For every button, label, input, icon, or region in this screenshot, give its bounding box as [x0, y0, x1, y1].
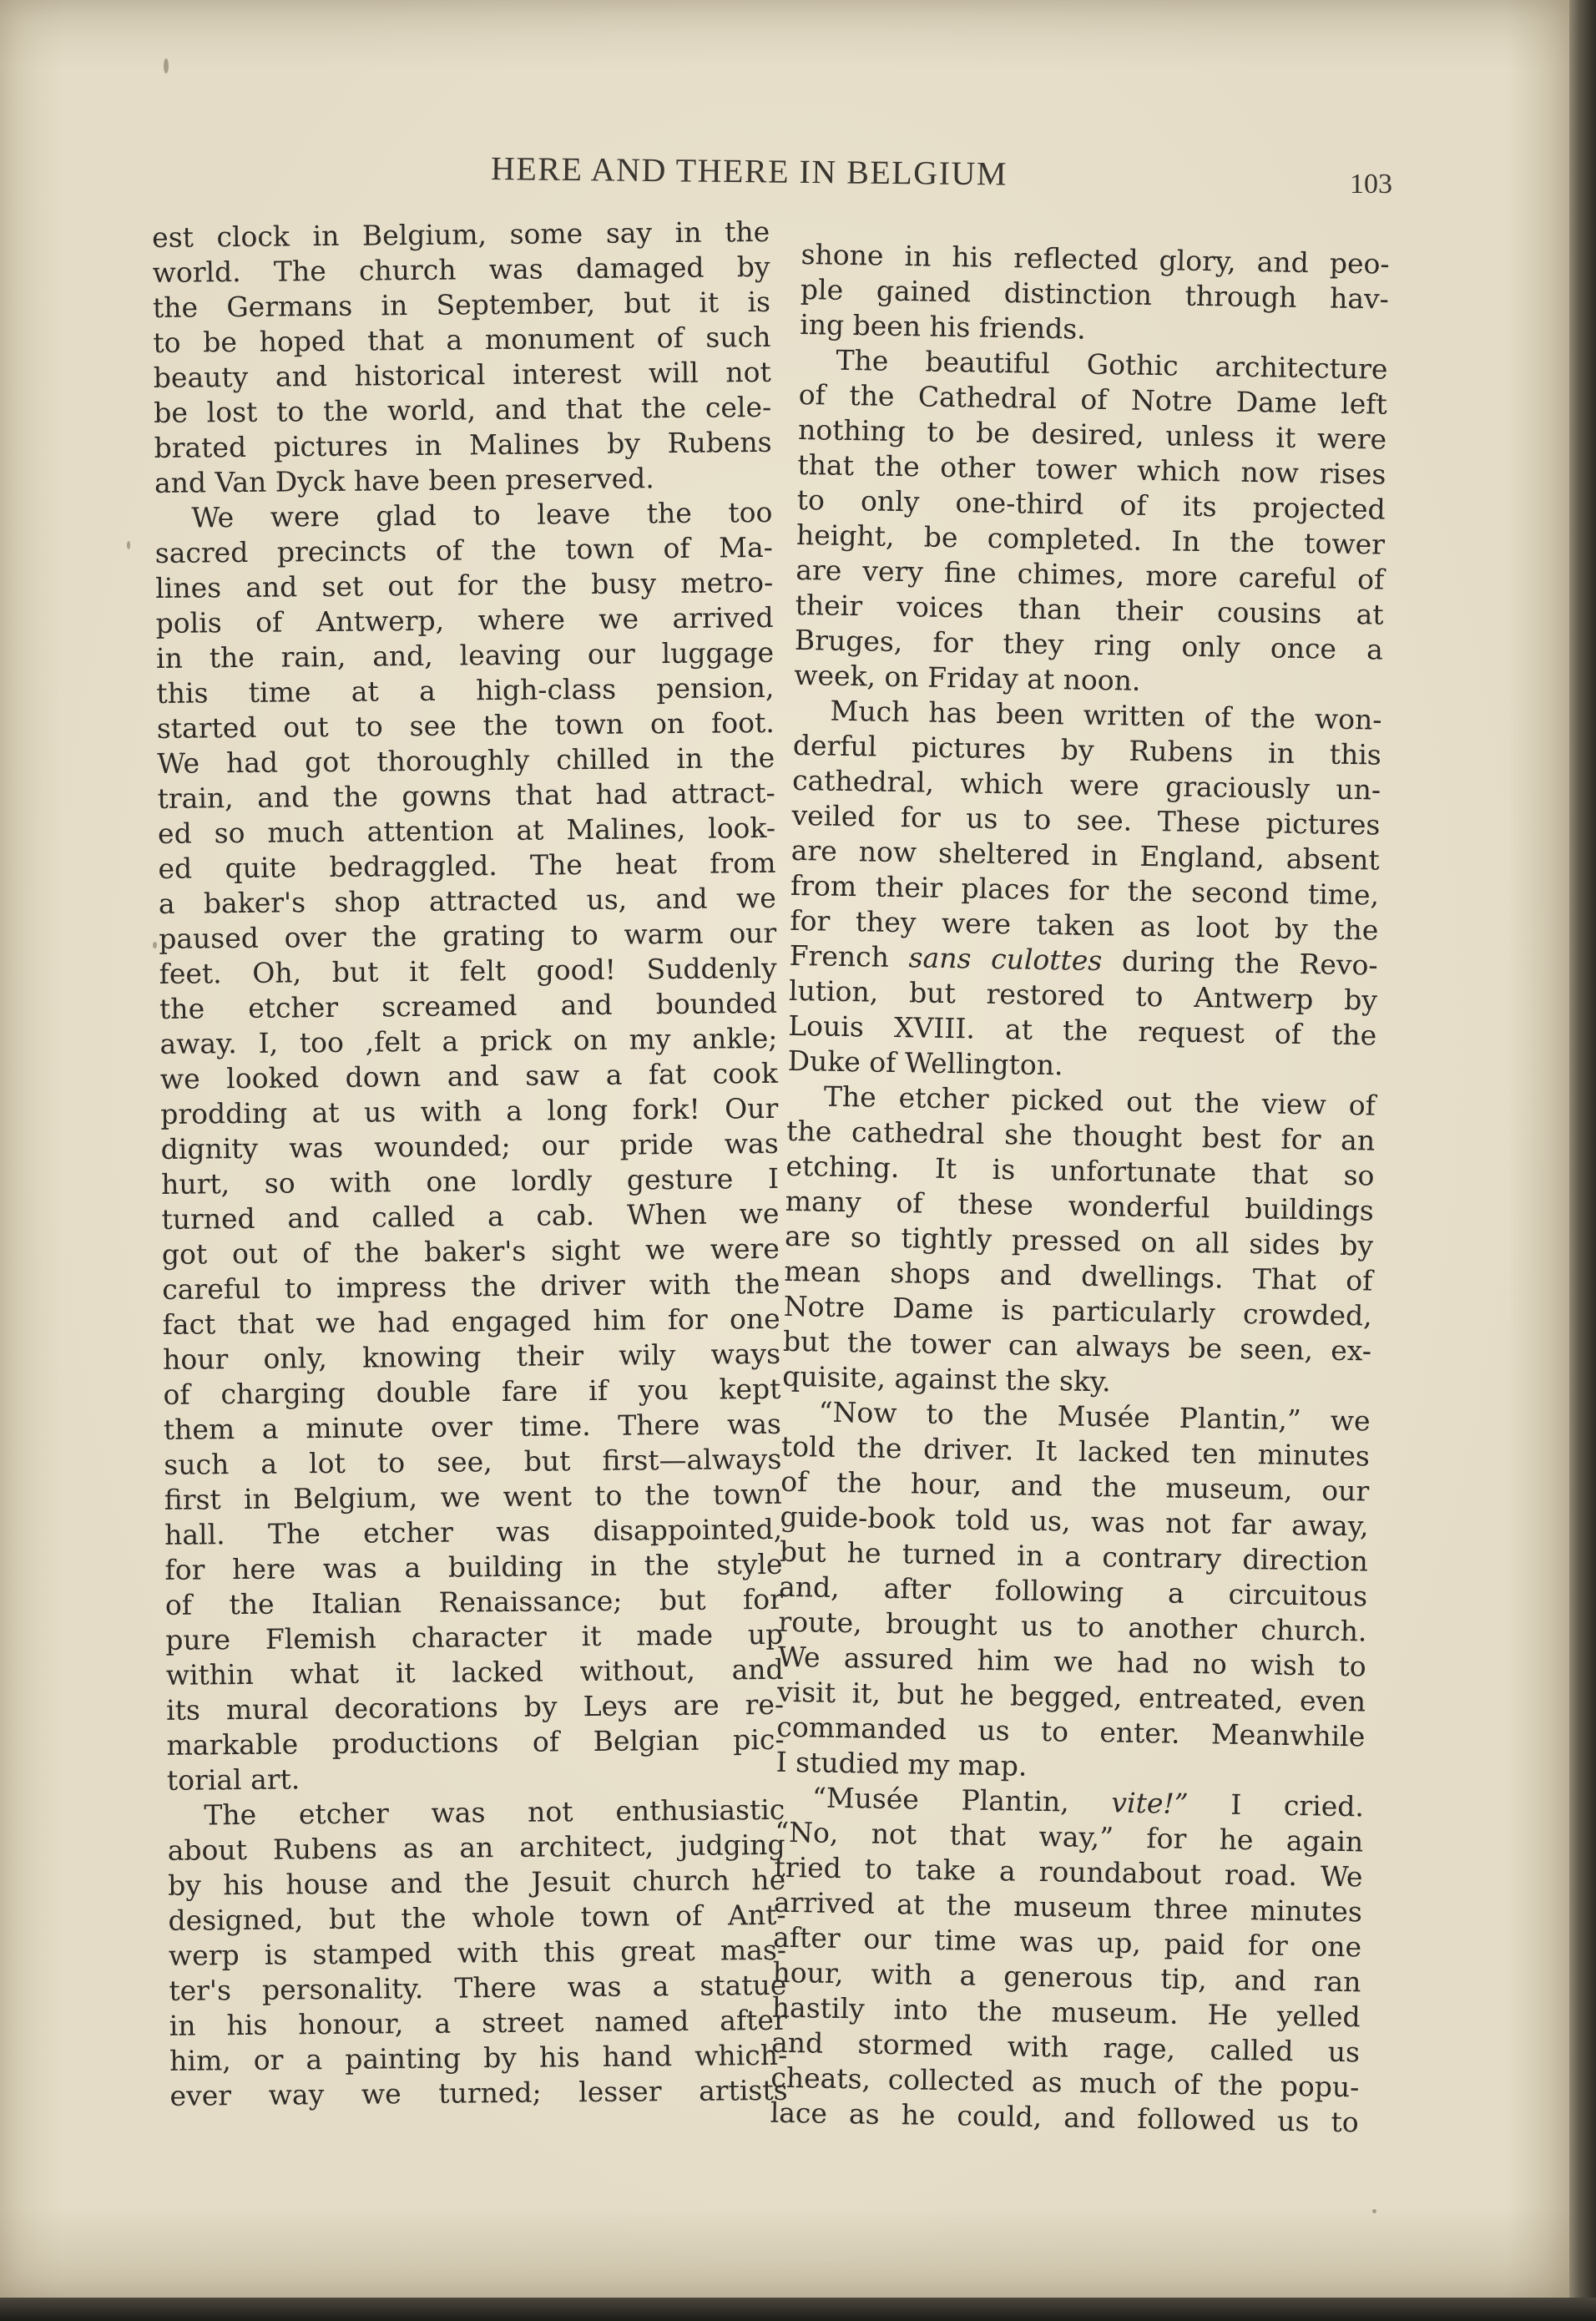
text-line: [157, 776, 775, 817]
text-line-content: train, and the gowns that had attract-: [157, 776, 775, 815]
text-line-content: Much has been written of the won-: [830, 694, 1382, 736]
text-line-content: we looked down and saw a fat cook: [159, 1056, 779, 1095]
text-line: [169, 1933, 786, 1974]
text-line-content: I studied my map.: [775, 1745, 1028, 1782]
text-line-content: and Van Dyck have been preserved.: [154, 462, 654, 499]
left-text-column: [152, 215, 788, 2114]
text-line: [168, 1863, 785, 1904]
text-line: [160, 1091, 778, 1132]
text-line: [159, 1021, 777, 1062]
text-line: [154, 390, 771, 431]
text-line-content: lution, but restored to Antwerp by: [788, 973, 1378, 1017]
text-line: [168, 1898, 785, 1939]
text-line-content: this time at a high-class pension,: [156, 670, 775, 710]
text-line-content: its mural decorations by Leys are re-: [165, 1687, 785, 1727]
text-line: [152, 250, 770, 291]
text-line-content: ever way we turned; lesser artists: [169, 2073, 788, 2112]
text-line-content: torial art.: [166, 1762, 301, 1797]
text-line-content: turned and called a cab. When we: [161, 1196, 780, 1236]
text-line-content: of charging double fare if you kept: [163, 1372, 781, 1411]
text-line-content: lines and set out for the busy metro-: [155, 565, 774, 604]
text-line: [157, 741, 775, 781]
text-line-content: world. The church was damaged by: [152, 250, 770, 289]
text-line-content: Notre Dame is particularly crowded,: [783, 1289, 1372, 1332]
text-line-content: of the Italian Renaissance; but for: [164, 1582, 784, 1621]
text-line-content: The beautiful Gothic architecture: [836, 343, 1388, 386]
text-line-content: are now sheltered in England, absent: [790, 833, 1381, 877]
text-line-content: ple gained distinction through hav-: [800, 272, 1390, 316]
text-line: [159, 986, 777, 1027]
text-line-content: within what it lacked without, and: [165, 1652, 784, 1691]
text-line: [153, 285, 770, 326]
text-line: [164, 1442, 781, 1483]
text-line-content: feet. Oh, but it felt good! Suddenly: [159, 951, 777, 990]
text-line-content: brated pictures in Malines by Rubens: [154, 425, 772, 464]
page-bottom-edge: [0, 2298, 1596, 2321]
text-line-content: and stormed with rage, called us: [770, 2025, 1361, 2069]
text-line-content: cheats, collected as much of the popu-: [770, 2061, 1360, 2104]
text-line-content: etching. It is unfortunate that so: [785, 1149, 1375, 1192]
text-line-content: by his house and the Jesuit church he: [167, 1863, 786, 1902]
text-line: [156, 670, 774, 711]
text-line-content: werp is stamped with this great mas-: [168, 1933, 787, 1972]
text-line: [161, 1161, 779, 1202]
text-line: [164, 1547, 782, 1588]
text-line-content: markable productions of Belgian pic-: [166, 1722, 785, 1762]
text-line: [154, 355, 771, 396]
page-number: 103: [1350, 169, 1392, 200]
text-line-content: from their places for the second time,: [790, 868, 1380, 912]
right-text-column: [770, 237, 1390, 2140]
text-line-content: are very fine chimes, more careful of: [795, 553, 1385, 596]
text-line-content: shone in his reflected glory, and peo-: [801, 237, 1390, 281]
text-line: [168, 1828, 785, 1868]
text-line-content: that the other tower which now rises: [797, 448, 1386, 491]
text-line: [162, 1302, 780, 1343]
text-line-content: fact that we had engaged him for one: [162, 1302, 780, 1341]
text-line-content: dignity was wounded; our pride was: [160, 1126, 779, 1166]
text-line: [158, 811, 775, 852]
text-line: [163, 1372, 780, 1413]
paper-speck: [1372, 2209, 1376, 2213]
text-line: [160, 1126, 778, 1167]
text-line-content: pure Flemish character it made up: [165, 1617, 784, 1656]
text-line: [169, 2038, 787, 2079]
italic-phrase: vite!”: [1111, 1786, 1189, 1820]
text-line: [161, 1196, 779, 1237]
text-line: [162, 1267, 780, 1307]
text-line-content: such a lot to see, but first—always: [164, 1442, 782, 1481]
text-line-content: of the hour, and the museum, our: [780, 1464, 1370, 1508]
text-line: [166, 1652, 784, 1693]
text-line-content: them a minute over time. There was: [163, 1407, 782, 1446]
text-line-content: “No, not that way,” for he again: [775, 1815, 1364, 1858]
text-line-continuation: I cried.: [1188, 1787, 1365, 1823]
text-line: [162, 1231, 780, 1272]
text-line-content: ing been his friends.: [799, 307, 1087, 346]
text-line-content: for they were taken as loot by the: [790, 903, 1379, 947]
text-line-content: French: [789, 938, 909, 974]
text-line-content: tried to take a roundabout road. We: [774, 1850, 1363, 1894]
text-line-content: beauty and historical interest will not: [153, 355, 771, 394]
text-line: [164, 1512, 782, 1553]
text-line-content: are so tightly pressed on all sides by: [784, 1219, 1374, 1262]
text-line-content: to be hoped that a monument of such: [153, 320, 771, 359]
text-line-content: sacred precincts of the town of Ma-: [154, 530, 773, 569]
running-head: HERE AND THERE IN BELGIUM: [490, 149, 1008, 193]
text-line-content: the Germans in September, but it is: [152, 285, 771, 324]
text-line: [156, 635, 774, 676]
text-line: [157, 705, 775, 746]
text-line: [159, 951, 776, 992]
italic-phrase: sans culottes: [908, 941, 1103, 978]
text-line-content: and, after following a circuitous: [778, 1570, 1368, 1613]
text-line: [158, 846, 775, 887]
text-line-content: the cathedral she thought best for an: [785, 1114, 1376, 1157]
text-line-content: but the tower can always be seen, ex-: [782, 1324, 1372, 1368]
text-line-content: Bruges, for they ring only once a: [794, 623, 1384, 666]
text-line-content: away. I, too ,felt a prick on my ankle;: [159, 1021, 778, 1060]
text-line-continuation: during the Revo-: [1101, 944, 1378, 982]
text-line: [166, 1687, 784, 1728]
text-line: [167, 1793, 785, 1833]
text-line-content: first in Belgium, we went to the town: [164, 1477, 782, 1516]
text-line-content: a baker's shop attracted us, and we: [158, 881, 777, 920]
text-line-content: week, on Friday at noon.: [793, 658, 1141, 697]
text-line-content: ed so much attention at Malines, look-: [157, 811, 776, 850]
text-line-content: ed quite bedraggled. The heat from: [158, 846, 776, 885]
text-line-content: of the Cathedral of Notre Dame left: [798, 377, 1388, 421]
text-line-content: after our time was up, paid for one: [772, 1920, 1362, 1964]
text-line-content: hastily into the museum. He yelled: [771, 1990, 1361, 2034]
text-line: [164, 1407, 781, 1448]
text-line-content: the etcher screamed and bounded: [159, 986, 778, 1025]
text-line-content: We assured him we had no wish to: [777, 1640, 1367, 1683]
text-line-content: “Musée Plantin,: [811, 1781, 1112, 1819]
text-line-content: arrived at the museum three minutes: [773, 1885, 1363, 1929]
text-line: [167, 1757, 785, 1798]
text-line-content: many of these wonderful buildings: [785, 1184, 1375, 1227]
text-line-content: derful pictures by Rubens in this: [792, 728, 1382, 771]
text-line-content: veiled for us to see. These pictures: [791, 798, 1381, 842]
text-line: [166, 1722, 784, 1763]
text-line-content: told the driver. It lacked ten minutes: [780, 1429, 1371, 1473]
text-line-content: be lost to the world, and that the cele-: [154, 390, 772, 429]
text-line: [155, 530, 773, 571]
text-line: [154, 460, 772, 501]
text-line: [159, 881, 776, 922]
text-line: [163, 1337, 780, 1378]
text-line: [154, 425, 771, 466]
paper-speck: [164, 58, 169, 73]
text-line-content: visit it, but he begged, entreated, even: [776, 1675, 1366, 1718]
text-line: [152, 215, 770, 255]
text-line: [169, 2003, 787, 2044]
text-line-content: The etcher was not enthusiastic: [204, 1793, 785, 1832]
paper-speck: [127, 541, 130, 549]
text-line-content: We had got thoroughly chilled in the: [157, 741, 775, 780]
text-line-content: in the rain, and, leaving our luggage: [155, 635, 775, 675]
text-line-content: hurt, so with one lordly gesture I: [160, 1161, 780, 1201]
text-line: [155, 565, 773, 606]
text-line: [159, 916, 776, 957]
text-line: [154, 495, 772, 536]
text-line-content: commanded us to enter. Meanwhile: [776, 1710, 1366, 1753]
text-line-content: about Rubens as an architect, judging: [167, 1828, 785, 1867]
text-line-content: nothing to be desired, unless it were: [797, 412, 1387, 456]
text-line-content: ter's personality. There was a statue: [169, 1968, 787, 2007]
text-line-content: to only one-third of its projected: [796, 483, 1386, 526]
text-line: [153, 320, 770, 361]
text-line-content: The etcher picked out the view of: [823, 1080, 1376, 1122]
text-line-content: their voices than their cousins at: [795, 588, 1384, 631]
text-line-content: him, or a painting by his hand which-: [169, 2038, 788, 2077]
text-line-content: lace as he could, and followed us to: [770, 2096, 1359, 2139]
paper-speck: [153, 942, 157, 948]
text-line-content: started out to see the town on foot.: [156, 705, 775, 745]
text-line-content: polis of Antwerp, where we arrived: [155, 600, 774, 640]
text-line-content: careful to impress the driver with the: [162, 1267, 780, 1306]
text-line-content: paused over the grating to warm our: [159, 916, 777, 955]
text-line-content: hall. The etcher was disappointed,: [164, 1512, 783, 1551]
text-line-content: for here was a building in the style: [164, 1547, 783, 1586]
text-line-content: prodding at us with a long fork! Our: [160, 1091, 779, 1130]
text-line-content: “Now to the Musée Plantin,” we: [818, 1395, 1371, 1438]
book-binding-edge: [1569, 0, 1596, 2321]
text-line-content: hour only, knowing their wily ways: [162, 1337, 781, 1376]
text-line: [164, 1477, 782, 1518]
text-line: [165, 1617, 783, 1658]
text-line-content: in his honour, a street named after: [169, 2003, 787, 2042]
text-line-content: est clock in Belgium, some say in the: [152, 215, 770, 254]
text-line-content: quisite, against the sky.: [782, 1359, 1112, 1398]
text-line-content: Louis XVIII. at the request of the: [788, 1009, 1377, 1052]
text-line-content: We were glad to leave the too: [191, 495, 773, 534]
text-line: [160, 1056, 778, 1097]
text-line-content: hour, with a generous tip, and ran: [772, 1955, 1361, 1999]
text-line-content: height, be completed. In the tower: [795, 518, 1386, 561]
text-line-content: mean shops and dwellings. That of: [784, 1254, 1373, 1297]
text-line-content: route, brought us to another church.: [778, 1605, 1367, 1648]
text-line: [165, 1582, 783, 1623]
text-line-content: designed, but the whole town of Ant-: [168, 1898, 786, 1937]
text-line-content: guide-book told us, was not far away,: [780, 1499, 1369, 1543]
text-line: [155, 600, 773, 641]
text-line-content: Duke of Wellington.: [787, 1044, 1063, 1082]
text-line-content: got out of the baker's sight we were: [161, 1231, 780, 1271]
text-line: [169, 1968, 786, 2009]
text-line: [169, 2073, 787, 2114]
text-line-content: cathedral, which were graciously un-: [791, 763, 1381, 807]
text-line-content: but he turned in a contrary direction: [779, 1535, 1369, 1578]
